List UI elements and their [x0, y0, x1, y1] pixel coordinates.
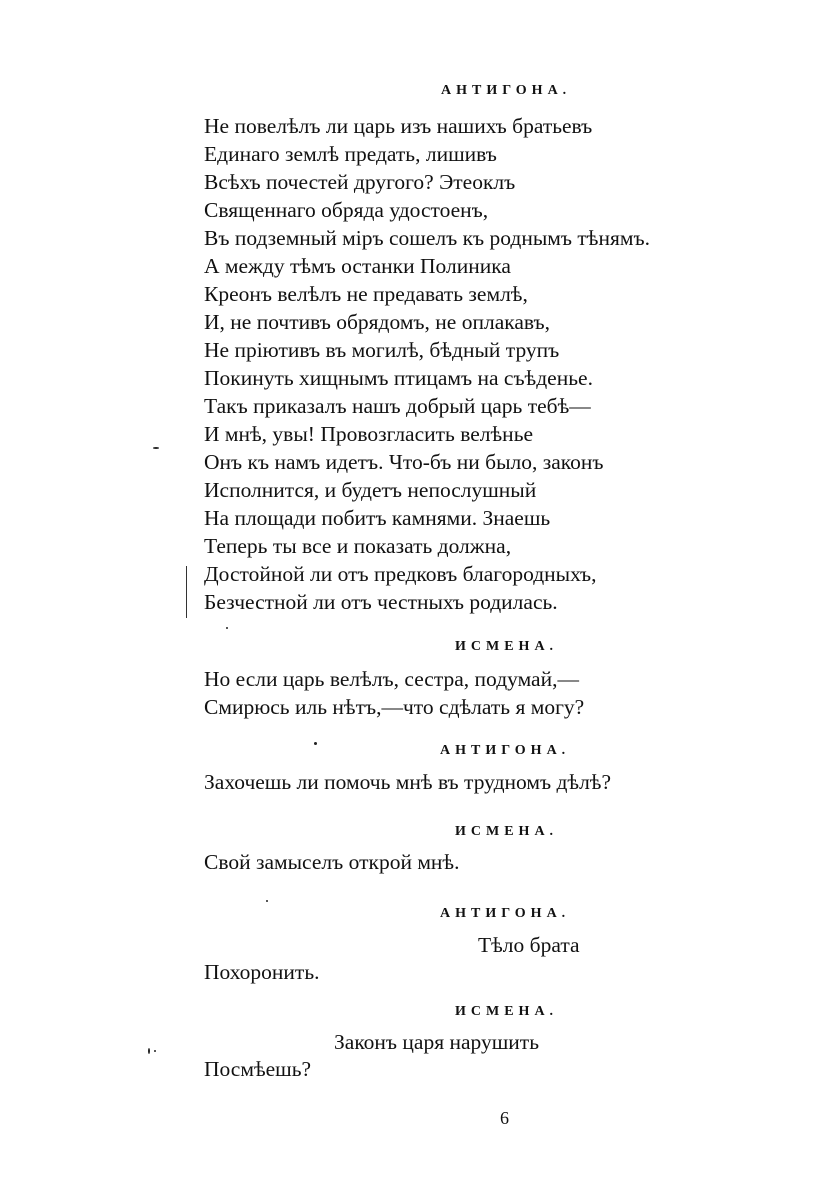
verse-line: Всѣхъ почестей другого? Этеоклъ: [204, 170, 516, 194]
margin-bracket: [186, 566, 191, 618]
verse-line: На площади побитъ камнями. Знаешь: [204, 506, 551, 530]
verse-block: [204, 848, 459, 876]
verse-line: Онъ къ намъ идетъ. Что-бъ ни было, законъ: [204, 450, 604, 474]
scan-speck: [314, 742, 317, 745]
verse-line: И, не почтивъ обрядомъ, не оплакавъ,: [204, 310, 551, 334]
verse-line-indented: Тѣло брата: [478, 933, 580, 957]
verse-line: Захочешь ли помочь мнѣ въ трудномъ дѣлѣ?: [204, 770, 612, 794]
verse-line: Но если царь велѣлъ, сестра, подумай,—: [204, 667, 579, 691]
verse-line: Безчестной ли отъ честныхъ родилась.: [204, 590, 558, 614]
speaker-heading: ИСМЕНА.: [455, 824, 559, 839]
page-number: 6: [500, 1108, 509, 1128]
speaker-heading: ИСМЕНА.: [455, 1004, 559, 1019]
verse-line: Свой замыселъ открой мнѣ.: [204, 850, 460, 874]
verse-block: [204, 665, 584, 721]
scan-speck: [226, 627, 228, 629]
verse-block: [204, 768, 611, 796]
verse-line: Достойной ли отъ предковъ благородныхъ,: [204, 562, 597, 586]
scan-speck: [154, 1050, 156, 1052]
verse-line-indented: Законъ царя нарушить: [334, 1030, 540, 1054]
scan-speck: [153, 447, 159, 449]
verse-line: Не повелѣлъ ли царь изъ нашихъ братьевъ: [204, 114, 593, 138]
verse-line: Такъ приказалъ нашъ добрый царь тебѣ—: [204, 394, 591, 418]
speaker-heading: АНТИГОНА.: [440, 743, 571, 758]
verse-line: А между тѣмъ останки Полиника: [204, 254, 511, 278]
verse-line: Смирюсь иль нѣтъ,—что сдѣлать я могу?: [204, 695, 585, 719]
verse-line: Священнаго обряда удостоенъ,: [204, 198, 489, 222]
speaker-heading: ИСМЕНА.: [455, 639, 559, 654]
speaker-heading: АНТИГОНА.: [440, 906, 571, 921]
scan-speck: [266, 900, 268, 902]
verse-line: Единаго землѣ предать, лишивъ: [204, 142, 497, 166]
verse-line: Покинуть хищнымъ птицамъ на съѣденье.: [204, 366, 593, 390]
verse-line: Похоронить.: [204, 960, 320, 984]
verse-line: Не пріютивъ въ могилѣ, бѣдный трупъ: [204, 338, 560, 362]
verse-line: Креонъ велѣлъ не предавать землѣ,: [204, 282, 528, 306]
verse-line: И мнѣ, увы! Провозгласить велѣнье: [204, 422, 534, 446]
verse-line: Исполнится, и будетъ непослушный: [204, 478, 537, 502]
verse-line: Посмѣешь?: [204, 1057, 312, 1081]
verse-line: Въ подземный міръ сошелъ къ роднымъ тѣнямъ.: [204, 226, 650, 250]
scan-speck: [148, 1048, 150, 1054]
verse-line: Теперь ты все и показать должна,: [204, 534, 512, 558]
speaker-heading: АНТИГОНА.: [441, 83, 572, 98]
verse-block: [204, 112, 650, 616]
